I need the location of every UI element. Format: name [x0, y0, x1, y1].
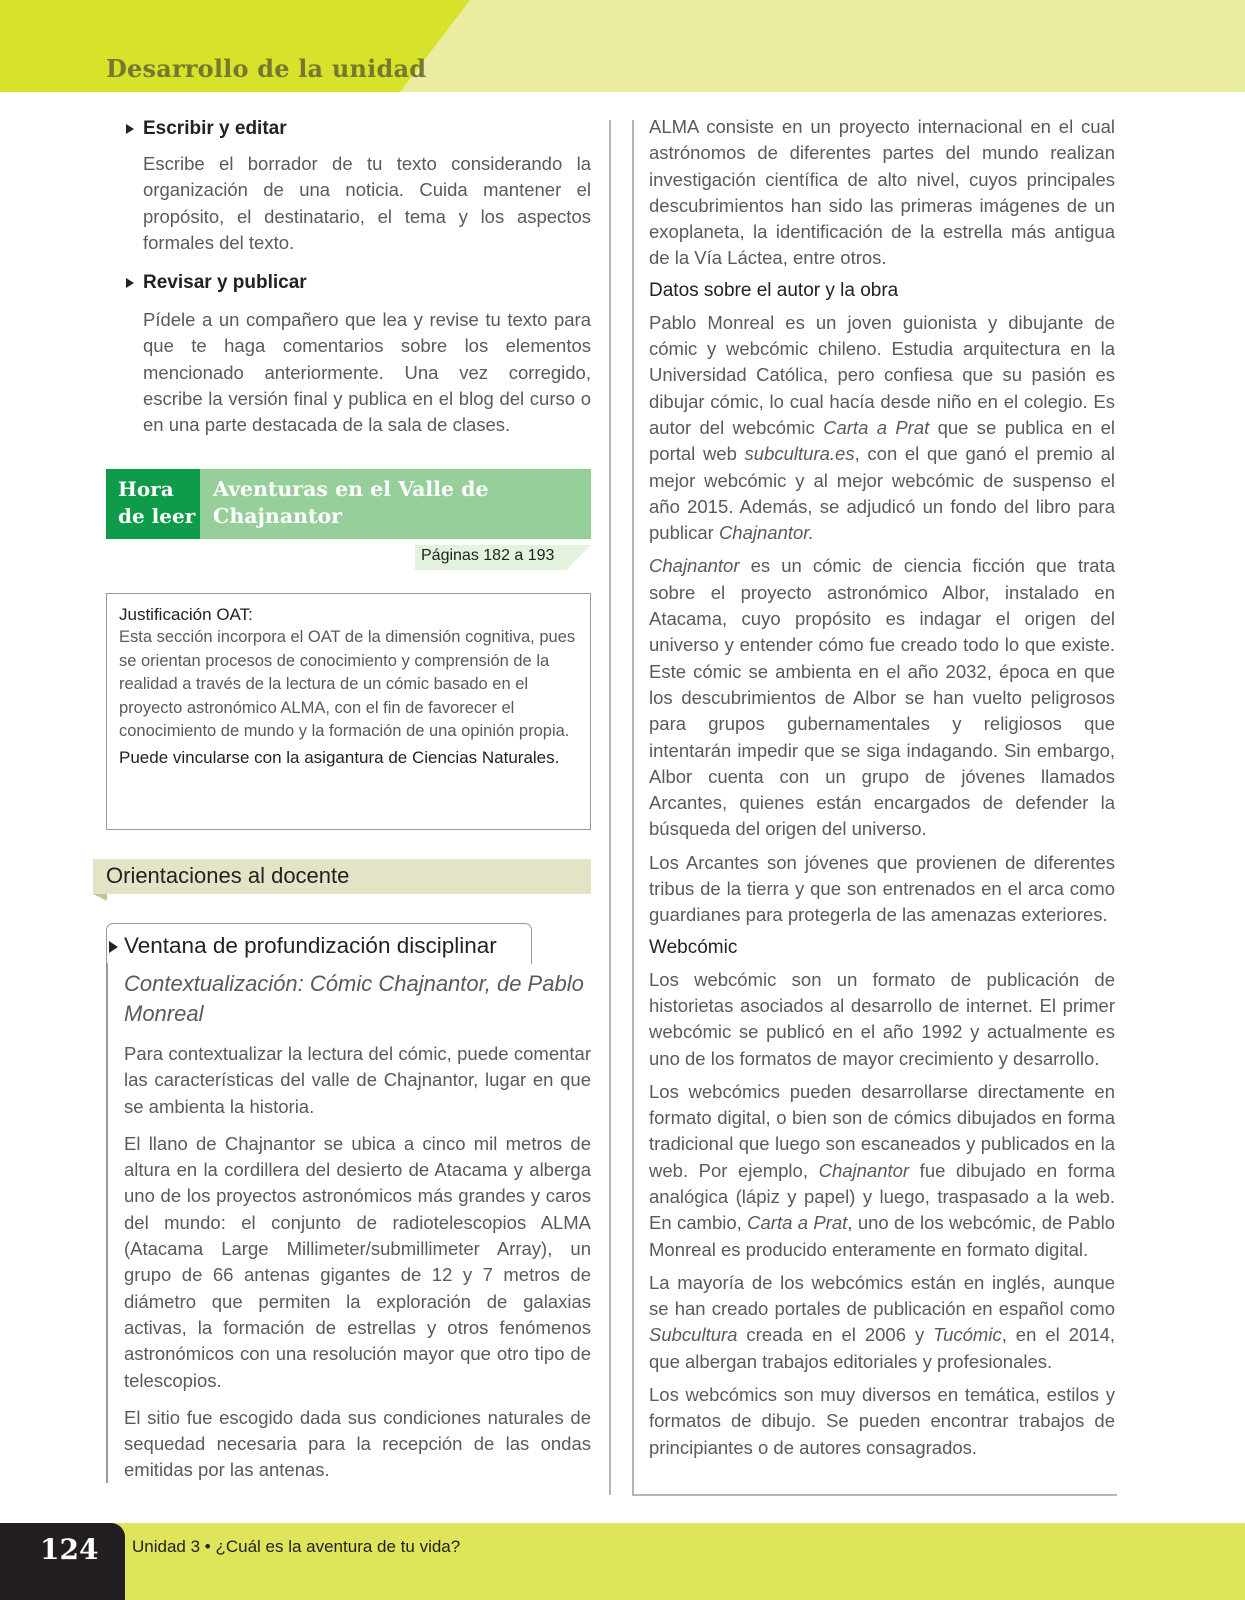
revisar-section — [126, 271, 591, 438]
oat-footer: Puede vincularse con la asigantura de Ciencias Naturales. — [119, 747, 560, 767]
ventana-paragraph-3: El sitio fue escogido dada sus condiciones naturales de sequedad necesaria para la recepción de las ondas emitidas por las antenas. — [124, 1406, 591, 1481]
monreal-text-e: , con el que ganó el premio al mejor webcómic y al mejor webcómic de suspenso el año 2015. Además, se adjudicó un fondo del libro para publicar — [649, 443, 1115, 544]
escribir-heading — [126, 117, 591, 141]
escribir-heading-label: Escribir y editar — [143, 118, 287, 139]
ventana-paragraph-1: Para contextualizar la lectura del cómic, puede comentar las características del valle de Chajnantor, lugar en que se ambienta la historia. — [124, 1043, 591, 1117]
ventana-paragraph-2: El llano de Chajnantor se ubica a cinco mil metros de altura en la cordillera del desierto de Atacama y alberga uno de los proyectos astronómicos más grandes y caros del mundo: el conjunto de radiotelescopios ALMA (Atacama Large Millimeter/submillimeter Array), un grupo de 66 antenas gigantes de 12 y 7 metros de diámetro que permiten la exploración de galaxias activas, la formación de estrellas y otros fenómenos astronómicos con una resolución mayor que otro tipo de telescopios. — [124, 1132, 591, 1391]
carta-a-prat-title: Carta a Prat — [747, 1212, 848, 1234]
webcomic-paragraph-3 — [649, 1270, 1115, 1375]
chajnantor-paragraph — [649, 553, 1115, 842]
oat-text: Esta sección incorpora el OAT de la dimensión cognitiva, pues se orientan procesos de conocimiento y comprensión de la realidad a través de la lectura de un cómic basado en el proyecto astronómico ALMA, con el fin de favorecer el conocimiento de mundo y la formación de una opinión propia. — [119, 628, 576, 741]
hora-tag-line1: Hora — [118, 477, 174, 501]
alma-paragraph: ALMA consiste en un proyecto internacional en el cual astrónomos de diferentes partes del mundo realizan investigación científica de alto nivel, cuyos principales descubrimientos han sido las primeras imágenes de un exoplaneta, la identificación de la estrella más antigua de la Vía Láctea, entre otros. — [649, 116, 1115, 269]
ventana-body — [124, 1041, 591, 1484]
orientaciones-fold — [93, 894, 107, 901]
page-footer — [0, 1523, 1245, 1600]
chajnantor-title: Chajnantor — [818, 1159, 910, 1181]
hora-de-leer-banner — [106, 469, 591, 539]
bullet-triangle-icon — [126, 124, 134, 134]
right-column — [649, 114, 1115, 1461]
subcultura-site: subcultura.es — [744, 443, 855, 465]
monreal-text-a: Pablo Monreal es un joven guionista y dibujante de cómic y webcómic chileno. Estudia arquitectura en la Universidad Católica, pero confiesa que su pasión es dibujar cómic, lo cual hacía desde niño en el colegio. Es autor del webcómic — [649, 311, 1115, 438]
webcomic-paragraph-1: Los webcómic son un formato de publicación de historietas asociados al desarrollo de internet. El primer webcómic se publicó en el año 1992 y actualmente es uno de los formatos de mayor crecimiento y desarrollo. — [649, 968, 1115, 1069]
webcomic-paragraph-4: Los webcómics son muy diversos en temática, estilos y formatos de dibujo. Se pueden encontrar trabajos de principiantes o de autores consagrados. — [649, 1384, 1115, 1458]
ventana-subtitle: Contextualización: Cómic Chajnantor, de Pablo Monreal — [124, 971, 584, 1026]
webcomic-heading: Webcómic — [649, 936, 738, 958]
ventana-triangle-icon — [109, 941, 118, 953]
oat-heading: Justificación OAT: — [119, 605, 253, 624]
tucomic-portal: Tucómic — [933, 1324, 1002, 1346]
pages-range: Páginas 182 a 193 — [421, 547, 555, 564]
hora-tag-line2: de leer — [118, 504, 196, 528]
escribir-text: Escribe el borrador de tu texto considerando la organización de una noticia. Cuida mantener el propósito, el destinatario, el tema y los aspectos formales del texto. — [143, 153, 591, 253]
chajnantor-text: es un cómic de ciencia ficción que trata sobre el proyecto astronómico Albor, instalado en Atacama, cuyo propósito es indagar el origen del universo y entender cómo fue creado todo lo que existe. Este cómic se ambienta en el año 2032, época en que los descubrimientos de Albor se han vuelto peligrosos para grupos gubernamentales y religiosos que intentarán impedir que se siga indagando. Sin embargo, Albor cuenta con un grupo de jóvenes llamados Arcantes, quienes están encargados de defender la búsqueda del origen del universo. — [649, 555, 1115, 840]
bullet-triangle-icon — [126, 278, 134, 288]
revisar-text: Pídele a un compañero que lea y revise tu texto para que te haga comentarios sobre los elementos mencionado anteriormente. Una vez corregido, escribe la versión final y publica en el blog del curso o en una parte destacada de la sala de clases. — [143, 309, 591, 436]
datos-heading: Datos sobre el autor y la obra — [649, 279, 899, 301]
arcantes-paragraph: Los Arcantes son jóvenes que provienen de diferentes tribus de la tierra y que son entrenados en el arca como guardianes para protegerla de las amenazas exteriores. — [649, 851, 1115, 926]
monreal-paragraph — [649, 310, 1115, 547]
column-divider — [609, 120, 611, 1495]
revisar-heading-label: Revisar y publicar — [143, 272, 307, 293]
web2-text-c: fue dibujado en forma analógica (lápiz y papel) y luego, traspasado a la web. En cambio, — [649, 1159, 1115, 1234]
oat-box — [106, 593, 591, 830]
right-column-rule — [632, 120, 634, 1495]
reading-title: Aventuras en el Valle de Chajnantor — [213, 477, 489, 528]
right-column-bottom-rule — [632, 1494, 1117, 1496]
ventana-left-rule — [106, 963, 108, 1483]
web2-text-a: Los webcómics pueden desarrollarse directamente en formato digital, o bien son de cómics dibujados en forma tradicional que luego son escaneados y publicados en la web. Por ejemplo, — [649, 1080, 1115, 1181]
page-number: 124 — [40, 1533, 99, 1566]
web3-text-e: , en el 2014, que albergan trabajos editoriales y profesionales. — [649, 1324, 1115, 1372]
ventana-title: Ventana de profundización disciplinar — [124, 933, 497, 958]
monreal-text-c: que se publica en el portal web — [649, 416, 1115, 465]
carta-a-prat-title: Carta a Prat — [823, 416, 930, 438]
web2-text-e: , uno de los webcómic, de Pablo Monreal es producido enteramente en formato digital. — [649, 1212, 1116, 1260]
web3-text-c: creada en el 2006 y — [737, 1324, 934, 1346]
escribir-section — [126, 117, 591, 256]
chajnantor-title: Chajnantor. — [718, 522, 814, 544]
webcomic-paragraph-2 — [649, 1079, 1115, 1263]
orientaciones-title: Orientaciones al docente — [106, 863, 350, 888]
subcultura-portal: Subcultura — [649, 1324, 738, 1346]
revisar-heading — [126, 271, 591, 295]
web3-text-a: La mayoría de los webcómics están en inglés, aunque se han creado portales de publicación en español como — [649, 1271, 1115, 1320]
footer-unit-title: Unidad 3 • ¿Cuál es la aventura de tu vida? — [132, 1537, 461, 1556]
chajnantor-title: Chajnantor — [649, 555, 740, 577]
section-title: Desarrollo de la unidad — [106, 54, 427, 83]
hora-de-leer-tag — [106, 469, 200, 539]
